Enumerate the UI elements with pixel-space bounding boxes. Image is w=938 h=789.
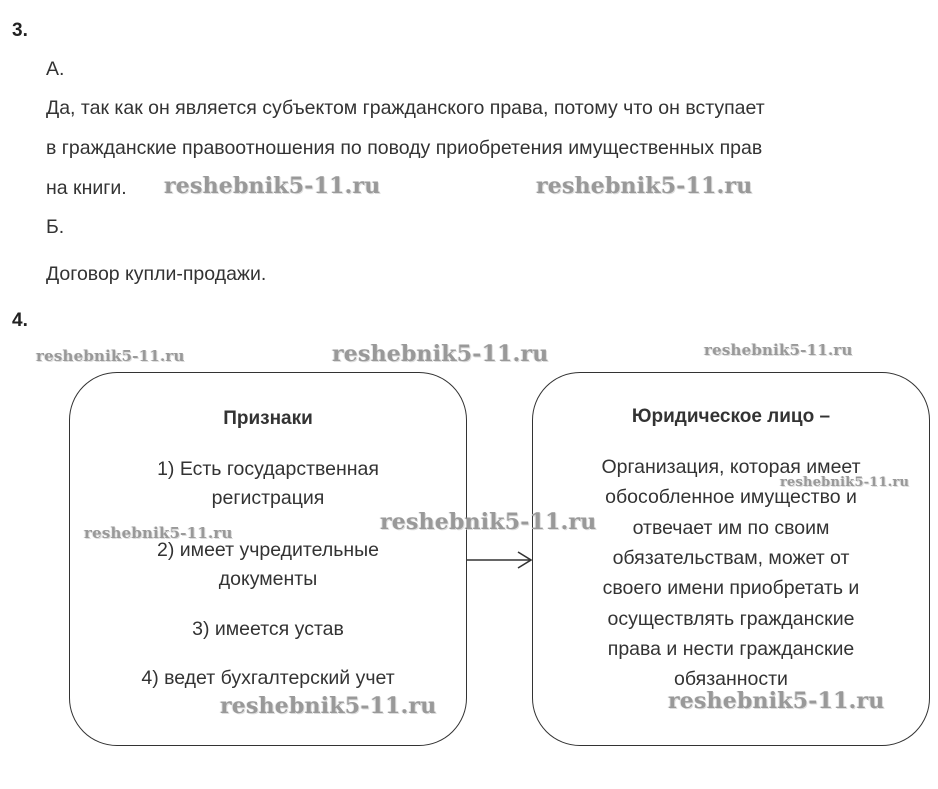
feature-4: 4) ведет бухгалтерский учет [141,667,395,689]
watermark: reshebnik5-11.ru [380,509,597,535]
watermark: reshebnik5-11.ru [84,524,233,542]
watermark: reshebnik5-11.ru [164,173,381,199]
definition-line-1: Организация, которая имеет [601,456,861,478]
watermark: reshebnik5-11.ru [668,688,885,714]
section-4-number: 4. [12,310,28,331]
feature-1-line-2: регистрация [211,487,325,509]
answer-b-text: Договор купли-продажи. [46,263,267,285]
feature-2-line-1: 2) имеет учредительные [157,539,379,561]
definition-line-7: права и нести гражданские [607,638,855,660]
definition-line-3: отвечает им по своим [632,517,830,539]
features-box [69,372,467,746]
definition-line-5: своего имени приобретать и [602,577,860,599]
watermark: reshebnik5-11.ru [332,341,549,367]
section-3-number: 3. [12,20,28,41]
answer-b-label: Б. [46,216,65,238]
watermark: reshebnik5-11.ru [36,347,185,365]
definition-line-8: обязанности [674,668,788,690]
answer-a-label: А. [46,58,65,80]
answer-a-line-3: на книги. [46,177,127,199]
answer-a-line-1: Да, так как он является субъектом гражданского права, потому что он вступает [46,97,765,119]
definition-line-2: обособленное имущество и [605,486,857,508]
features-title: Признаки [223,408,313,429]
watermark: reshebnik5-11.ru [704,341,853,359]
feature-3: 3) имеется устав [192,618,344,640]
legal-entity-title: Юридическое лицо – [631,406,831,427]
watermark: reshebnik5-11.ru [780,475,910,490]
feature-2-line-2: документы [218,568,318,590]
definition-line-4: обязательствам, может от [612,547,850,569]
watermark: reshebnik5-11.ru [220,693,437,719]
feature-1-line-1: 1) Есть государственная [157,458,379,480]
definition-line-6: осуществлять гражданские [607,608,855,630]
answer-a-line-2: в гражданские правоотношения по поводу приобретения имущественных прав [46,137,763,159]
watermark: reshebnik5-11.ru [536,173,753,199]
